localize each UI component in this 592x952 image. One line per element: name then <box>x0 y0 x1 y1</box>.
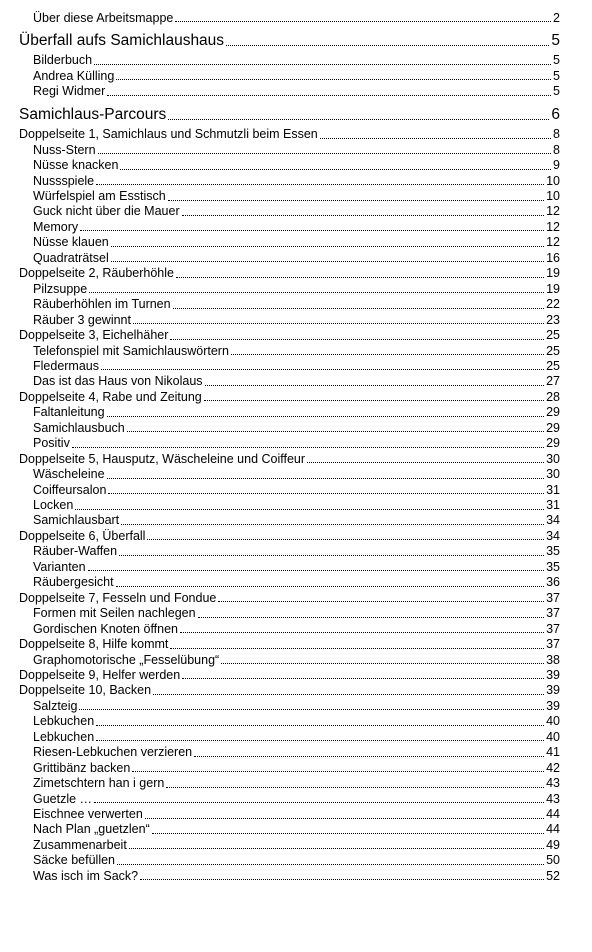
dot-leader <box>133 323 544 324</box>
dot-leader <box>117 864 544 865</box>
toc-entry[interactable] <box>33 236 560 249</box>
toc-entry-page: 12 <box>546 204 560 219</box>
dot-leader <box>111 261 544 262</box>
toc-entry-title: Bilderbuch <box>33 53 93 68</box>
dot-leader <box>101 369 544 370</box>
toc-entry-title: Coiffeursalon <box>33 482 107 497</box>
toc-entry[interactable] <box>33 345 560 358</box>
toc-entry-title: Doppelseite 7, Fesseln und Fondue <box>19 590 217 605</box>
toc-entry[interactable] <box>33 777 560 790</box>
toc-entry[interactable] <box>33 762 560 775</box>
toc-entry-title: Graphomotorische „Fesselübung“ <box>33 652 220 667</box>
toc-entry-page: 25 <box>546 358 560 373</box>
toc-entry-page: 8 <box>553 127 560 142</box>
dot-leader <box>205 385 545 386</box>
toc-entry[interactable] <box>33 159 560 172</box>
toc-entry[interactable] <box>33 221 560 234</box>
toc-entry-page: 37 <box>546 590 560 605</box>
toc-entry[interactable] <box>33 654 560 667</box>
toc-entry[interactable] <box>33 205 560 218</box>
toc-entry[interactable] <box>19 128 560 141</box>
dot-leader <box>80 230 544 231</box>
toc-entry[interactable] <box>33 561 560 574</box>
toc-entry-page: 43 <box>546 791 560 806</box>
toc-entry-title: Was isch im Sack? <box>33 868 139 883</box>
toc-entry[interactable] <box>33 499 560 512</box>
dot-leader <box>111 246 544 247</box>
toc-entry-page: 37 <box>546 637 560 652</box>
toc-entry-page: 9 <box>553 158 560 173</box>
dot-leader <box>107 478 545 479</box>
toc-entry-page: 22 <box>546 297 560 312</box>
dot-leader <box>72 447 544 448</box>
toc-entry[interactable] <box>33 85 560 98</box>
toc-entry-title: Riesen-Lebkuchen verzieren <box>33 745 193 760</box>
toc-entry-title: Fledermaus <box>33 358 99 373</box>
toc-entry-page: 29 <box>546 420 560 435</box>
toc-entry[interactable] <box>33 793 560 806</box>
toc-entry[interactable] <box>33 175 560 188</box>
toc-entry-page: 29 <box>546 436 560 451</box>
toc-entry-title: Nach Plan „guetzlen“ <box>33 822 150 837</box>
toc-entry-page: 40 <box>546 729 560 744</box>
toc-entry-page: 44 <box>546 822 560 837</box>
dot-leader <box>320 138 551 139</box>
toc-entry-title: Samichlausbuch <box>33 420 125 435</box>
dot-leader <box>75 509 544 510</box>
toc-entry-title: Zimetschtern han i gern <box>33 776 165 791</box>
toc-entry-title: Würfelspiel am Esstisch <box>33 189 166 203</box>
toc-entry-title: Samichlaus-Parcours <box>19 105 167 123</box>
toc-entry-page: 39 <box>546 698 560 713</box>
toc-entry-title: Räuber-Waffen <box>33 544 118 559</box>
dot-leader <box>218 601 544 602</box>
toc-entry-page: 23 <box>546 312 560 327</box>
dot-leader <box>120 169 551 170</box>
dot-leader <box>182 215 544 216</box>
dot-leader <box>127 431 544 432</box>
toc-entry[interactable] <box>33 715 560 728</box>
toc-entry-title: Doppelseite 1, Samichlaus und Schmutzli beim Essen <box>19 127 318 142</box>
toc-entry-page: 37 <box>546 606 560 621</box>
toc-entry-title: Doppelseite 3, Eichelhäher <box>19 328 169 343</box>
toc-entry[interactable] <box>33 700 560 713</box>
dot-leader <box>166 787 544 788</box>
toc-entry-title: Doppelseite 9, Helfer werden <box>19 667 181 682</box>
toc-entry[interactable] <box>33 623 560 636</box>
dot-leader <box>198 617 545 618</box>
dot-leader <box>176 277 544 278</box>
toc-entry-title: Doppelseite 8, Hilfe kommt <box>19 637 169 652</box>
dot-leader <box>88 570 545 571</box>
toc-entry-title: Guetzle … <box>33 791 93 806</box>
toc-entry[interactable] <box>19 592 560 605</box>
toc-entry-title: Das ist das Haus von Nikolaus <box>33 374 203 389</box>
toc-entry[interactable] <box>33 12 560 25</box>
toc-entry-title: Formen mit Seilen nachlegen <box>33 606 196 621</box>
toc-entry[interactable] <box>33 70 560 83</box>
toc-entry-title: Räubergesicht <box>33 575 114 590</box>
dot-leader <box>129 848 544 849</box>
toc-entry[interactable] <box>33 360 560 373</box>
toc-entry[interactable] <box>33 298 560 311</box>
toc-entry-title: Faltanleitung <box>33 405 105 420</box>
toc-entry-title: Pilzsuppe <box>33 281 88 296</box>
toc-entry-page: 16 <box>546 250 560 265</box>
toc-entry-page: 40 <box>546 714 560 729</box>
toc-entry-page: 49 <box>546 837 560 852</box>
toc-entry-title: Lebkuchen <box>33 714 95 729</box>
dot-leader <box>116 586 544 587</box>
toc-entry[interactable] <box>33 746 560 759</box>
dot-leader <box>147 539 544 540</box>
dot-leader <box>168 200 544 201</box>
dot-leader <box>152 833 544 834</box>
toc-entry-page: 52 <box>546 868 560 883</box>
toc-entry-page: 35 <box>546 544 560 559</box>
toc-entry-title: Varianten <box>33 559 86 574</box>
dot-leader <box>89 292 544 293</box>
toc-entry[interactable] <box>33 422 560 435</box>
dot-leader <box>180 632 544 633</box>
toc-entry[interactable] <box>33 808 560 821</box>
toc-entry[interactable] <box>33 314 560 327</box>
toc-entry-title: Guck nicht über die Mauer <box>33 204 180 219</box>
dot-leader <box>153 694 544 695</box>
dot-leader <box>204 400 544 401</box>
toc-entry-title: Doppelseite 10, Backen <box>19 683 152 698</box>
toc-entry[interactable] <box>33 468 560 481</box>
toc-entry[interactable] <box>33 576 560 589</box>
toc-entry-title: Doppelseite 6, Überfall <box>19 528 146 543</box>
dot-leader <box>96 740 544 741</box>
toc-entry-page: 5 <box>551 31 560 49</box>
toc-entry-page: 25 <box>546 328 560 343</box>
toc-entry-title: Telefonspiel mit Samichlauswörtern <box>33 343 229 358</box>
dot-leader <box>226 45 549 46</box>
toc-entry[interactable] <box>19 669 560 682</box>
toc-entry[interactable] <box>33 283 560 296</box>
toc-entry[interactable] <box>33 839 560 852</box>
dot-leader <box>116 79 551 80</box>
toc-entry-page: 39 <box>546 683 560 698</box>
toc-entry-page: 34 <box>546 528 560 543</box>
dot-leader <box>307 462 544 463</box>
toc-entry-title: Säcke befüllen <box>33 853 116 868</box>
toc-entry-title: Doppelseite 5, Hausputz, Wäscheleine und Coiffeur <box>19 451 306 466</box>
toc-entry[interactable] <box>33 823 560 836</box>
toc-entry[interactable] <box>33 870 560 883</box>
toc-entry[interactable] <box>19 684 560 697</box>
toc-entry-title: Andrea Külling <box>33 68 115 83</box>
toc-entry-title: Quadraträtsel <box>33 250 109 265</box>
toc-entry-page: 6 <box>551 105 560 123</box>
toc-entry-page: 28 <box>546 389 560 404</box>
dot-leader <box>121 524 544 525</box>
dot-leader <box>119 555 544 556</box>
toc-entry[interactable] <box>33 514 560 527</box>
toc-entry-title: Lebkuchen <box>33 729 95 744</box>
dot-leader <box>221 663 544 664</box>
toc-entry-page: 31 <box>546 482 560 497</box>
toc-entry-page: 41 <box>546 745 560 760</box>
dot-leader <box>194 756 544 757</box>
toc-entry-title: Nüsse knacken <box>33 158 119 173</box>
toc-entry-title: Nussspiele <box>33 173 95 188</box>
toc-entry-page: 12 <box>546 235 560 250</box>
toc-entry-title: Grittibänz backen <box>33 760 131 775</box>
toc-entry-page: 34 <box>546 513 560 528</box>
toc-entry-title: Regi Widmer <box>33 84 106 99</box>
dot-leader <box>94 802 544 803</box>
toc-entry-title: Doppelseite 2, Räuberhöhle <box>19 266 174 281</box>
toc-entry-page: 10 <box>546 173 560 188</box>
toc-entry-page: 10 <box>546 189 560 203</box>
toc-entry-title: Nuss-Stern <box>33 142 96 157</box>
toc-entry-page: 29 <box>546 405 560 420</box>
toc-entry[interactable] <box>33 607 560 620</box>
toc-entry-page: 12 <box>546 219 560 234</box>
toc-entry-page: 31 <box>546 498 560 512</box>
dot-leader <box>140 879 544 880</box>
toc-entry-title: Überfall aufs Samichlaushaus <box>19 31 225 49</box>
toc-entry-page: 36 <box>546 575 560 590</box>
toc-entry-page: 38 <box>546 652 560 667</box>
toc-entry-page: 44 <box>546 807 560 821</box>
toc-heading[interactable] <box>19 107 560 123</box>
toc-entry-page: 30 <box>546 451 560 466</box>
toc-entry-title: Memory <box>33 219 79 234</box>
dot-leader <box>98 153 552 154</box>
toc-entry[interactable] <box>33 375 560 388</box>
toc-entry-title: Salzteig <box>33 698 78 713</box>
toc-entry-page: 43 <box>546 776 560 791</box>
dot-leader <box>173 308 545 309</box>
toc-entry[interactable] <box>33 854 560 867</box>
toc-entry[interactable] <box>33 484 560 497</box>
toc-entry-page: 8 <box>553 142 560 157</box>
toc-entry-title: Räuberhöhlen im Turnen <box>33 297 171 312</box>
toc-entry-title: Gordischen Knoten öffnen <box>33 621 179 636</box>
toc-entry[interactable] <box>33 252 560 265</box>
toc-heading[interactable] <box>19 33 560 49</box>
toc-entry-page: 5 <box>553 53 560 68</box>
toc-entry-title: Wäscheleine <box>33 467 105 482</box>
toc-entry[interactable] <box>19 267 560 280</box>
dot-leader <box>231 354 544 355</box>
toc-entry-page: 19 <box>546 266 560 281</box>
toc-entry-page: 5 <box>553 68 560 83</box>
toc-entry-title: Räuber 3 gewinnt <box>33 312 131 327</box>
dot-leader <box>108 493 544 494</box>
toc-entry-title: Doppelseite 4, Rabe und Zeitung <box>19 389 202 404</box>
toc-entry[interactable] <box>33 54 560 67</box>
toc-entry[interactable] <box>33 144 560 157</box>
toc-entry-title: Locken <box>33 498 74 512</box>
toc-entry-page: 35 <box>546 559 560 574</box>
toc-entry-title: Zusammenarbeit <box>33 837 127 852</box>
toc-entry[interactable] <box>33 731 560 744</box>
toc-entry-page: 37 <box>546 621 560 636</box>
toc-entry-page: 5 <box>553 84 560 99</box>
toc-entry[interactable] <box>19 638 560 651</box>
toc-entry-page: 27 <box>546 374 560 389</box>
dot-leader <box>145 818 544 819</box>
toc-entry-page: 25 <box>546 343 560 358</box>
toc-entry-page: 42 <box>546 760 560 775</box>
toc-entry-page: 2 <box>553 10 560 25</box>
toc-entry[interactable] <box>19 530 560 543</box>
toc-entry-title: Samichlausbart <box>33 513 120 528</box>
toc-entry[interactable] <box>33 190 560 203</box>
toc-entry-title: Nüsse klauen <box>33 235 109 250</box>
toc-entry[interactable] <box>19 329 560 342</box>
dot-leader <box>170 339 544 340</box>
dot-leader <box>107 95 551 96</box>
toc-entry[interactable] <box>33 406 560 419</box>
dot-leader <box>96 725 544 726</box>
dot-leader <box>170 648 544 649</box>
toc-entry-title: Positiv <box>33 436 70 451</box>
toc-entry-page: 30 <box>546 467 560 482</box>
dot-leader <box>96 184 544 185</box>
toc-entry-page: 50 <box>546 853 560 868</box>
dot-leader <box>182 678 544 679</box>
toc-entry[interactable] <box>19 391 560 404</box>
dot-leader <box>107 416 545 417</box>
toc-entry-page: 19 <box>546 281 560 296</box>
dot-leader <box>168 119 549 120</box>
dot-leader <box>175 21 551 22</box>
dot-leader <box>132 771 544 772</box>
toc-entry[interactable] <box>33 437 560 450</box>
dot-leader <box>79 709 544 710</box>
toc-entry[interactable] <box>19 453 560 466</box>
toc-entry-title: Eischnee verwerten <box>33 807 143 821</box>
toc-entry-title: Über diese Arbeitsmappe <box>33 10 174 25</box>
toc-entry-page: 39 <box>546 667 560 682</box>
toc-entry[interactable] <box>33 545 560 558</box>
dot-leader <box>94 64 551 65</box>
